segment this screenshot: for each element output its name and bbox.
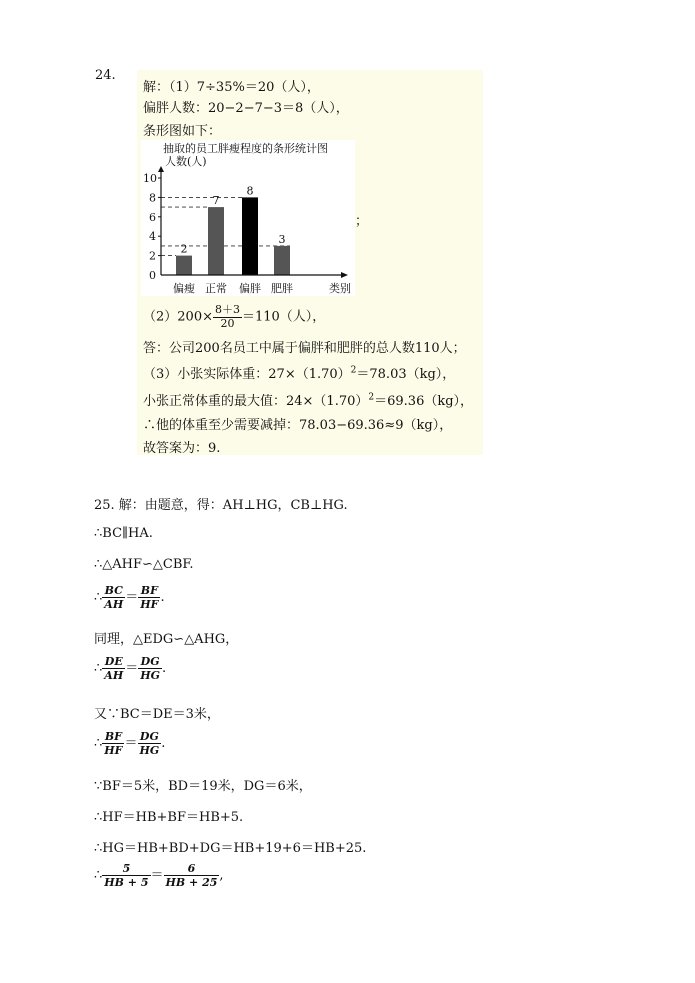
denominator: HF	[140, 598, 159, 612]
chart-y-axis-label: 人数(人)	[165, 155, 207, 168]
q25-line-3: ∴△AHF∽△CBF.	[94, 557, 194, 572]
q24-part2-line	[143, 304, 325, 330]
q24-part2-numerator: 8＋3	[214, 303, 240, 316]
y-tick-label: 8	[149, 191, 156, 205]
denominator: AH	[104, 598, 124, 612]
bar-chart	[141, 140, 355, 296]
y-tick-label: 6	[149, 210, 156, 224]
q25-fraction-eq-3	[94, 730, 165, 757]
category-label: 偏胖	[239, 282, 261, 295]
q24-line-3: 条形图如下：	[143, 124, 222, 139]
fraction	[102, 584, 125, 611]
q24-part3-post: ＝78.03（kg），	[356, 367, 456, 382]
bar-肥胖	[274, 246, 290, 275]
numerator: DE	[102, 655, 125, 669]
denominator: HB + 5	[104, 876, 149, 890]
q25-line-6: ∵BF＝5米，BD＝19米，DG＝6米，	[94, 779, 312, 794]
numerator: BF	[138, 584, 160, 598]
numerator: BF	[102, 730, 124, 744]
q24-line-final: 故答案为：9.	[143, 441, 221, 456]
numerator: DG	[138, 655, 162, 669]
numerator: 5	[102, 862, 150, 876]
q24-part2-denominator: 20	[220, 316, 235, 330]
bar-偏瘦	[176, 256, 192, 275]
q25-line-1: 25. 解：由题意，得：AH⊥HG，CB⊥HG.	[94, 498, 348, 513]
y-tick-label: 0	[149, 269, 156, 282]
category-label: 正常	[205, 282, 227, 295]
q25-line-4: 同理，△EDG∽△AHG，	[94, 632, 239, 647]
q24-line-2: 偏胖人数：20−2−7−3＝8（人），	[143, 101, 349, 116]
fraction	[138, 655, 162, 682]
bar-正常	[208, 207, 224, 275]
equals-sign: ＝	[125, 590, 139, 606]
end-mark: .	[161, 736, 166, 752]
therefore-symbol: ∴	[94, 736, 103, 752]
equals-sign: ＝	[124, 736, 138, 752]
end-mark: .	[160, 590, 165, 606]
q25-line-2: ∴BC∥HA.	[94, 526, 153, 541]
denominator: HF	[104, 744, 123, 758]
q24-line-part3	[143, 363, 455, 382]
q24-line-max-weight	[143, 390, 473, 409]
y-axis-arrow	[158, 166, 164, 172]
fraction	[102, 730, 124, 757]
q24-max-post: ＝69.36（kg），	[374, 394, 474, 409]
q24-max-power: 2	[368, 392, 375, 403]
numerator: DG	[138, 730, 162, 744]
x-axis-arrow	[341, 272, 348, 278]
denominator: HG	[140, 669, 161, 683]
q24-part2-fraction	[213, 304, 242, 330]
fraction	[102, 862, 150, 889]
q24-part3-pre: （3）小张实际体重：27×（1.70）	[143, 367, 351, 382]
therefore-symbol: ∴	[94, 661, 103, 677]
q25-line-7: ∴HF＝HB+BF＝HB+5.	[94, 810, 244, 825]
question-24-number: 24.	[95, 68, 116, 83]
fraction	[138, 730, 162, 757]
q25-line-8: ∴HG＝HB+BD+DG＝HB+19+6＝HB+25.	[94, 841, 367, 856]
q24-line-reduce: ∴他的体重至少需要减掉：78.03−69.36≈9（kg），	[143, 418, 453, 433]
bar-chart-svg	[141, 140, 355, 296]
denominator: HB + 25	[165, 876, 218, 890]
y-tick-label: 4	[149, 230, 156, 244]
denominator: AH	[104, 669, 124, 683]
q24-line-answer: 答：公司200名员工中属于偏胖和肥胖的总人数110人；	[143, 341, 466, 356]
q24-line-1: 解：（1）7÷35%＝20（人），	[143, 80, 320, 95]
chart-x-axis-label: 类别	[329, 282, 351, 295]
equals-sign: ＝	[150, 868, 164, 884]
end-mark: .	[162, 661, 167, 677]
q24-part2-pre: （2）200×	[143, 309, 213, 325]
fraction	[102, 655, 125, 682]
q24-part2-post: ＝110（人），	[241, 309, 326, 325]
y-tick-label: 2	[149, 249, 156, 263]
q24-part3-power: 2	[350, 365, 357, 376]
equals-sign: ＝	[125, 661, 139, 677]
bar-偏胖	[242, 197, 258, 275]
data-label: 8	[246, 184, 254, 198]
numerator: 6	[164, 862, 220, 876]
data-label: 7	[212, 194, 220, 208]
fraction	[164, 862, 220, 889]
therefore-symbol: ∴	[94, 868, 103, 884]
category-label: 肥胖	[271, 282, 293, 295]
q25-line-5: 又∵BC＝DE＝3米，	[94, 707, 220, 722]
q24-semicolon: ；	[355, 214, 369, 229]
data-label: 2	[180, 242, 188, 256]
therefore-symbol: ∴	[94, 590, 103, 606]
y-tick-label: 10	[143, 172, 157, 185]
denominator: HG	[139, 744, 160, 758]
q25-fraction-eq-2	[94, 655, 166, 682]
data-label: 3	[278, 232, 286, 246]
q24-max-pre: 小张正常体重的最大值：24×（1.70）	[143, 394, 369, 409]
q25-fraction-eq-4	[94, 862, 224, 889]
end-mark: ,	[219, 868, 224, 884]
q25-fraction-eq-1	[94, 584, 165, 611]
fraction	[138, 584, 160, 611]
chart-title: 抽取的员工胖瘦程度的条形统计图	[163, 142, 328, 155]
category-label: 偏瘦	[173, 282, 195, 295]
numerator: BC	[102, 584, 125, 598]
